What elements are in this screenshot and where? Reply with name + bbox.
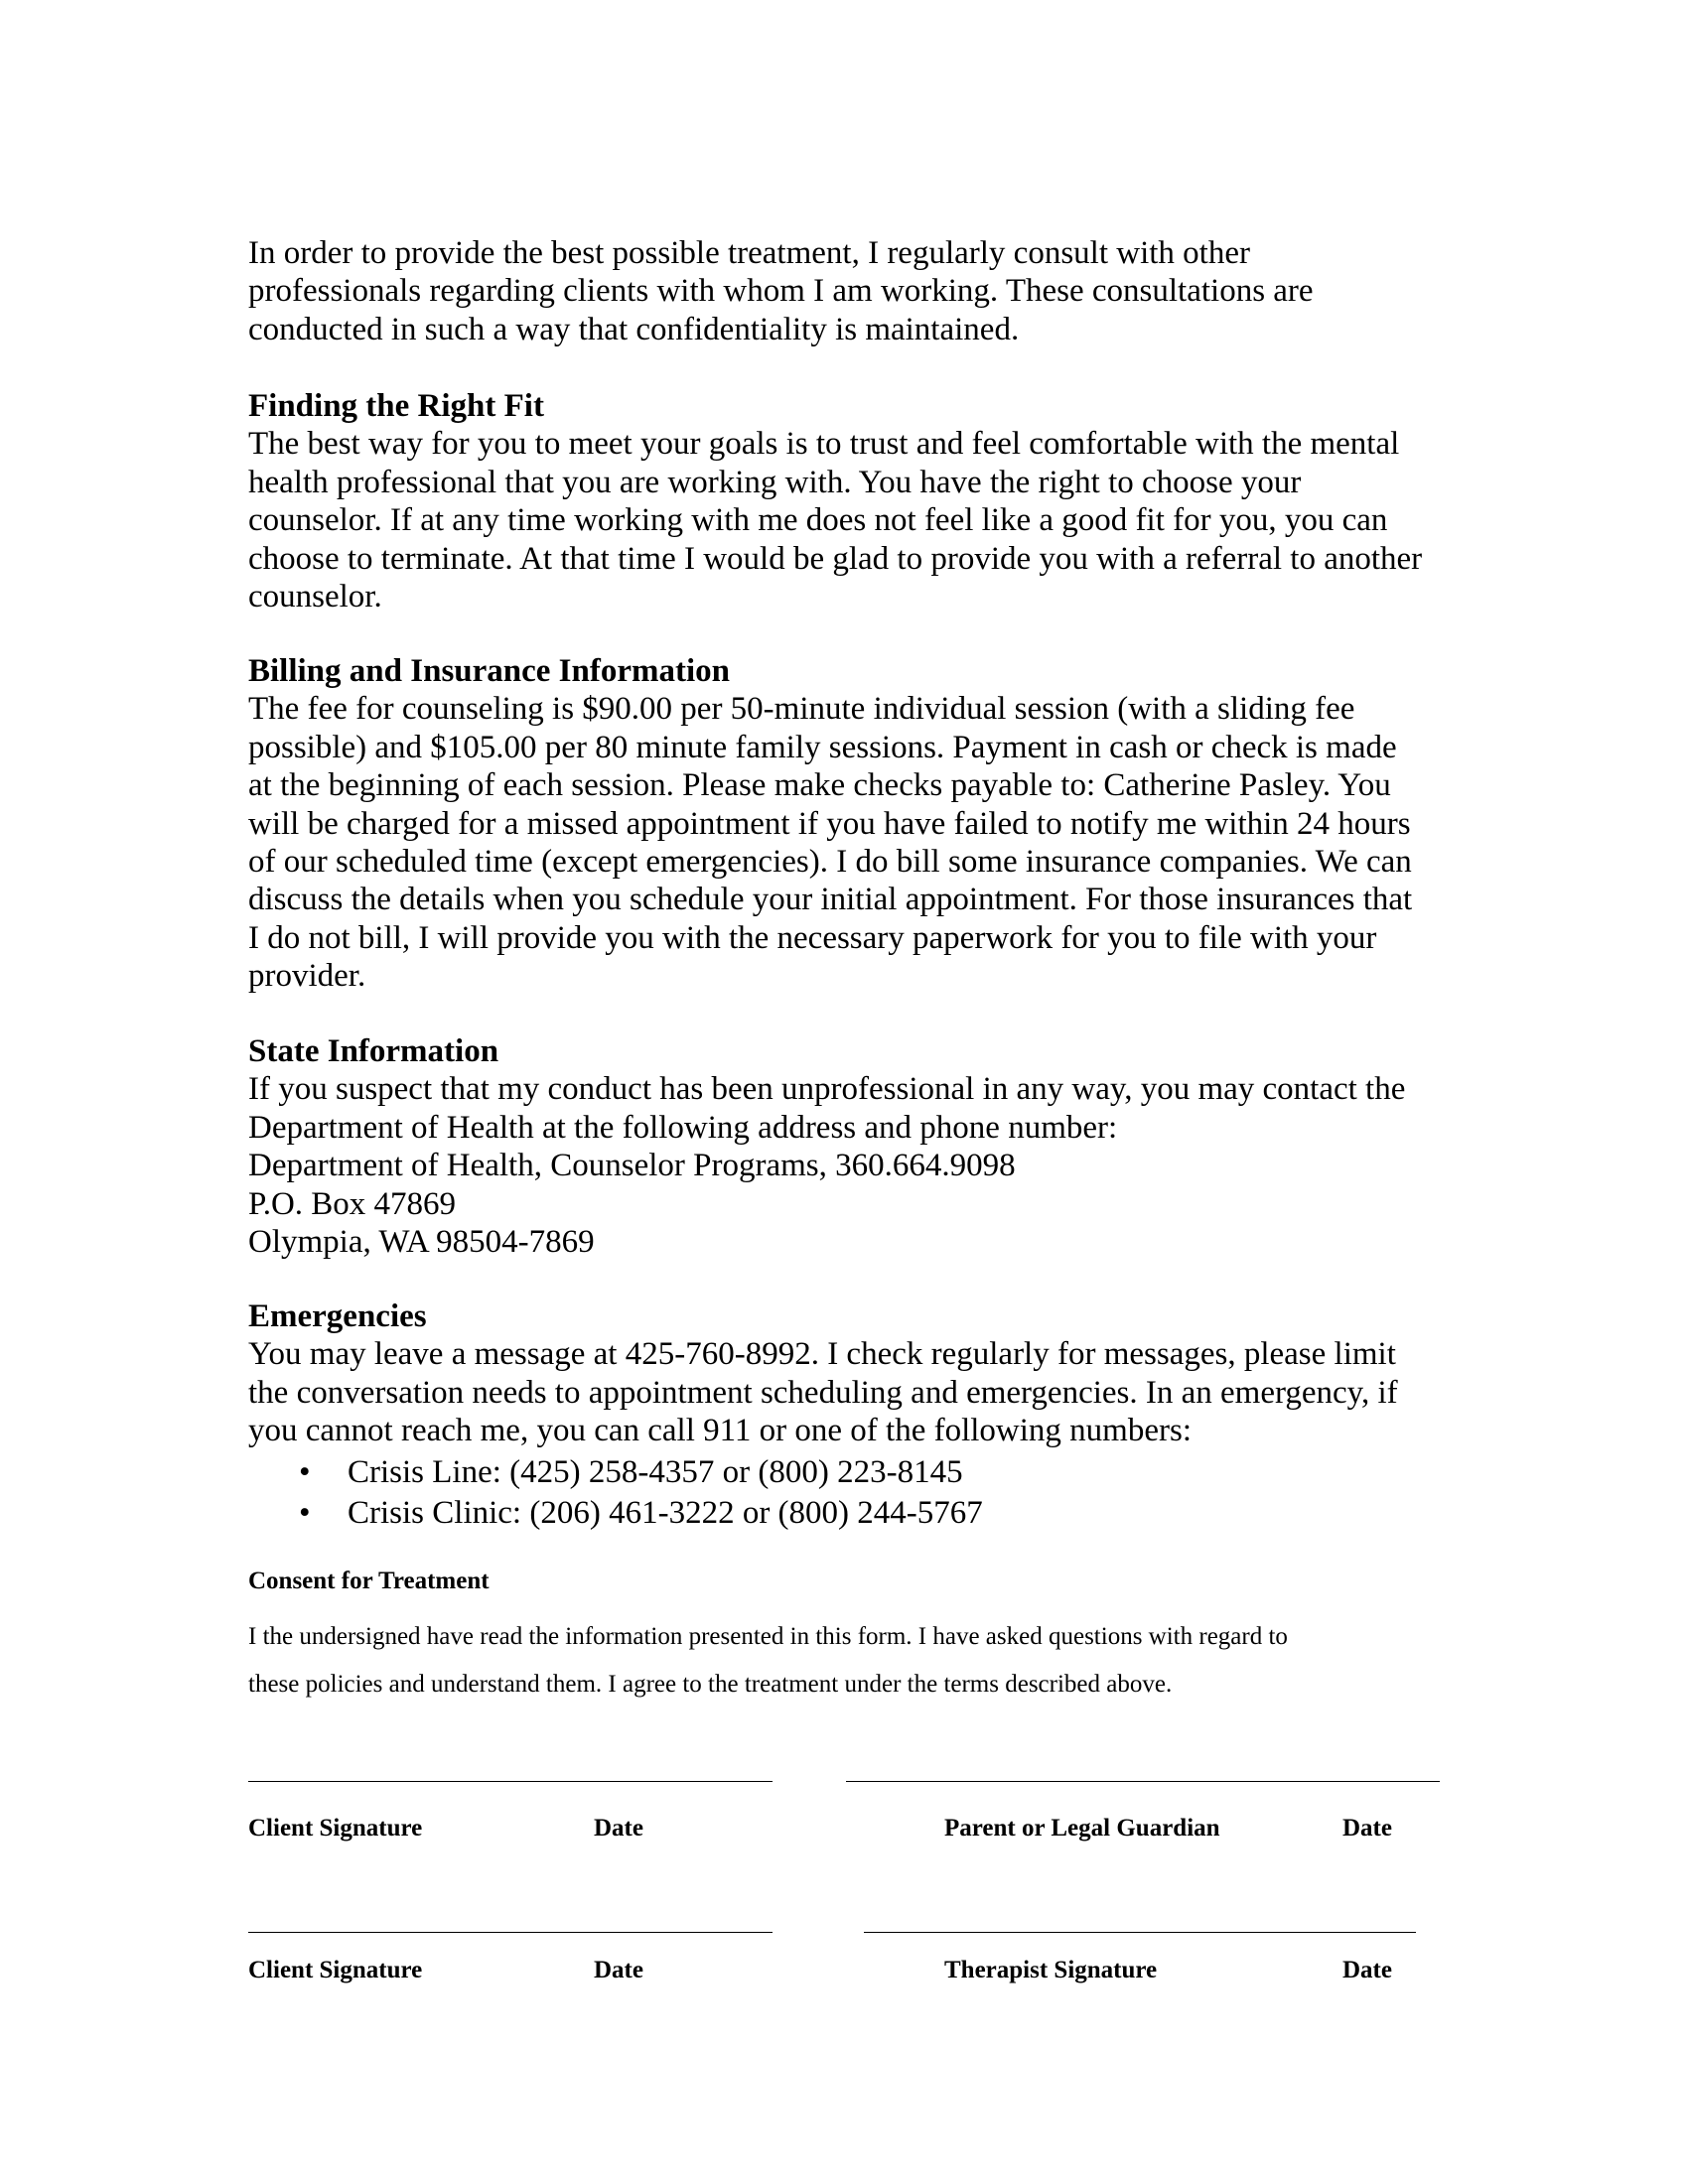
crisis-clinic-text: Crisis Clinic: (206) 461-3222 or (800) 244-5767 xyxy=(348,1494,983,1531)
crisis-line-text: Crisis Line: (425) 258-4357 or (800) 223-8145 xyxy=(348,1453,963,1490)
crisis-numbers-list xyxy=(248,1452,1450,1534)
intro-line: professionals regarding clients with whom I am working. These consultations are xyxy=(248,273,1314,310)
paragraph-line: at the beginning of each session. Please make checks payable to: Catherine Pasley. You xyxy=(248,767,1391,804)
section-heading: Finding the Right Fit xyxy=(248,388,544,424)
section-heading: Billing and Insurance Information xyxy=(248,653,731,689)
paragraph-line: provider. xyxy=(248,958,366,995)
intro-paragraph xyxy=(248,234,1450,348)
paragraph-line: The best way for you to meet your goals is to trust and feel comfortable with the mental xyxy=(248,426,1400,463)
consent-paragraph xyxy=(248,1613,1450,1707)
date-label: Date xyxy=(1342,1815,1392,1842)
section-billing xyxy=(248,652,1450,996)
address-line: P.O. Box 47869 xyxy=(248,1185,457,1222)
bullet-icon: • xyxy=(299,1494,311,1531)
guardian-signature-label: Parent or Legal Guardian xyxy=(944,1815,1220,1842)
paragraph-line: counselor. xyxy=(248,579,382,615)
intro-line: conducted in such a way that confidentiality is maintained. xyxy=(248,311,1020,347)
list-item xyxy=(248,1493,1450,1534)
client-signature-label: Client Signature xyxy=(248,1957,423,1983)
consent-heading: Consent for Treatment xyxy=(248,1568,490,1594)
date-label: Date xyxy=(594,1957,643,1983)
date-label: Date xyxy=(1342,1957,1392,1983)
list-item xyxy=(248,1452,1450,1493)
section-finding-fit xyxy=(248,387,1450,615)
paragraph-line: possible) and $105.00 per 80 minute family sessions. Payment in cash or check is made xyxy=(248,729,1397,765)
address-line: Department of Health, Counselor Programs, 360.664.9098 xyxy=(248,1148,1016,1184)
paragraph-line: If you suspect that my conduct has been unprofessional in any way, you may contact the xyxy=(248,1071,1406,1108)
client-signature-label: Client Signature xyxy=(248,1815,423,1842)
paragraph-line: You may leave a message at 425-760-8992. I check regularly for messages, please limit xyxy=(248,1336,1396,1373)
address-line: Olympia, WA 98504-7869 xyxy=(248,1224,595,1261)
paragraph-line: The fee for counseling is $90.00 per 50-minute individual session (with a sliding fee xyxy=(248,691,1355,728)
intro-line: In order to provide the best possible treatment, I regularly consult with other xyxy=(248,235,1250,271)
consent-line: these policies and understand them. I agree to the treatment under the terms described above. xyxy=(248,1670,1173,1698)
client-signature-line[interactable] xyxy=(248,1781,773,1782)
section-consent xyxy=(248,1566,1450,1707)
paragraph-line: I do not bill, I will provide you with the necessary paperwork for you to file with your xyxy=(248,919,1377,956)
section-heading: State Information xyxy=(248,1033,499,1069)
paragraph-line: health professional that you are working with. You have the right to choose your xyxy=(248,464,1302,500)
section-heading: Emergencies xyxy=(248,1298,427,1334)
paragraph-line: you cannot reach me, you can call 911 or one of the following numbers: xyxy=(248,1413,1192,1449)
client-signature-line[interactable] xyxy=(248,1932,773,1933)
paragraph-line: of our scheduled time (except emergencies). I do bill some insurance companies. We can xyxy=(248,844,1412,881)
paragraph-line: choose to terminate. At that time I would be glad to provide you with a referral to another xyxy=(248,540,1423,577)
section-emergencies xyxy=(248,1297,1450,1534)
therapist-signature-line[interactable] xyxy=(864,1932,1416,1933)
guardian-signature-line[interactable] xyxy=(846,1781,1440,1782)
paragraph-line: will be charged for a missed appointment if you have failed to notify me within 24 hours xyxy=(248,805,1411,842)
consent-line: I the undersigned have read the information presented in this form. I have asked questions with regard to xyxy=(248,1623,1288,1650)
paragraph-line: discuss the details when you schedule your initial appointment. For those insurances that xyxy=(248,882,1413,918)
therapist-signature-label: Therapist Signature xyxy=(944,1957,1158,1983)
paragraph-line: Department of Health at the following address and phone number: xyxy=(248,1109,1118,1146)
paragraph-line: counselor. If at any time working with me does not feel like a good fit for you, you can xyxy=(248,502,1388,539)
bullet-icon: • xyxy=(299,1453,311,1490)
paragraph-line: the conversation needs to appointment scheduling and emergencies. In an emergency, if xyxy=(248,1374,1398,1411)
date-label: Date xyxy=(594,1815,643,1842)
section-state-info xyxy=(248,1032,1450,1261)
